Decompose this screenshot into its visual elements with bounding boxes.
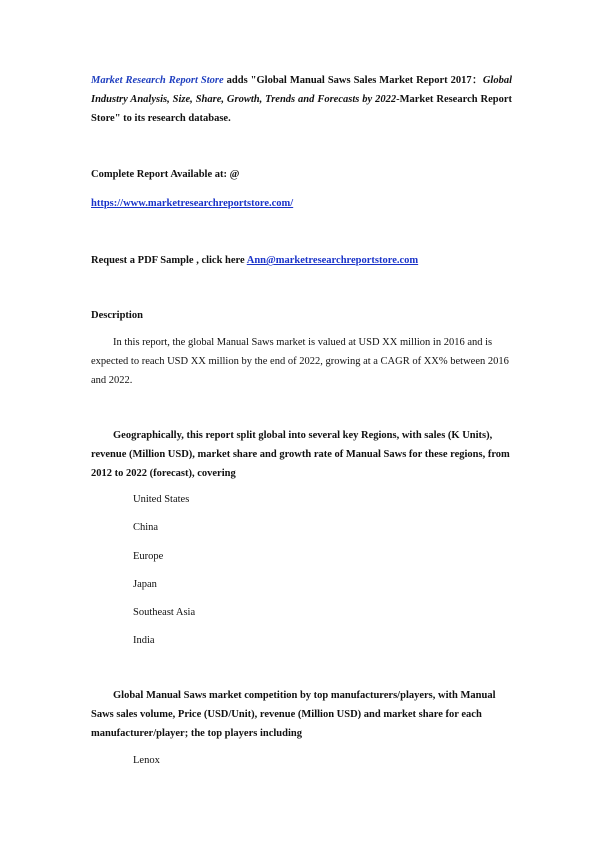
player-list-item: Lenox	[133, 755, 160, 766]
complete-report-row	[91, 194, 512, 213]
store-name-link[interactable]: Market Research Report Store	[91, 75, 224, 86]
region-list-item: Southeast Asia	[133, 607, 196, 618]
description-paragraph: In this report, the global Manual Saws market is valued at USD XX million in 2016 and is expected to reach USD XX million by the end of 2022, growing at a CAGR of XX% between 2016 and 2022.	[91, 337, 509, 386]
intro-paragraph	[91, 71, 512, 128]
intro-adds-text: adds "Global Manual Saws Sales Market Report 2017	[223, 75, 472, 86]
region-list-item: Japan	[133, 579, 157, 590]
complete-report-label: Complete Report Available at: @	[91, 169, 240, 180]
region-list-item: India	[133, 635, 155, 646]
description-heading: Description	[91, 310, 143, 321]
region-list-item: China	[133, 522, 159, 533]
competition-paragraph: Global Manual Saws market competition by top manufacturers/players, with Manual Saws sales volume, Price (USD/Unit), revenue (Million USD) and market share for each manufacturer/player; the top players including	[91, 690, 496, 739]
region-list-item: United States	[133, 494, 190, 505]
geography-paragraph: Geographically, this report split global into several key Regions, with sales (K Units), revenue (Million USD), market share and growth rate of Manual Saws for these regions, from 2012 to 2022 (forecast), covering	[91, 430, 510, 479]
report-title-italic: Global Industry Analysis, Size, Share, Growth, Trends and Forecasts by 2022	[91, 75, 513, 105]
intro-suffix: -Market Research Report Store" to its research database.	[91, 94, 512, 124]
sample-email-link[interactable]: Ann@marketresearchreportstore.com	[246, 255, 419, 266]
region-list-item: Europe	[133, 551, 164, 562]
report-url-link[interactable]: https://www.marketresearchreportstore.com/	[91, 198, 294, 209]
sample-request-label: Request a PDF Sample , click here	[91, 255, 247, 266]
sample-request-row	[91, 251, 512, 270]
intro-separator: ：	[471, 75, 483, 86]
